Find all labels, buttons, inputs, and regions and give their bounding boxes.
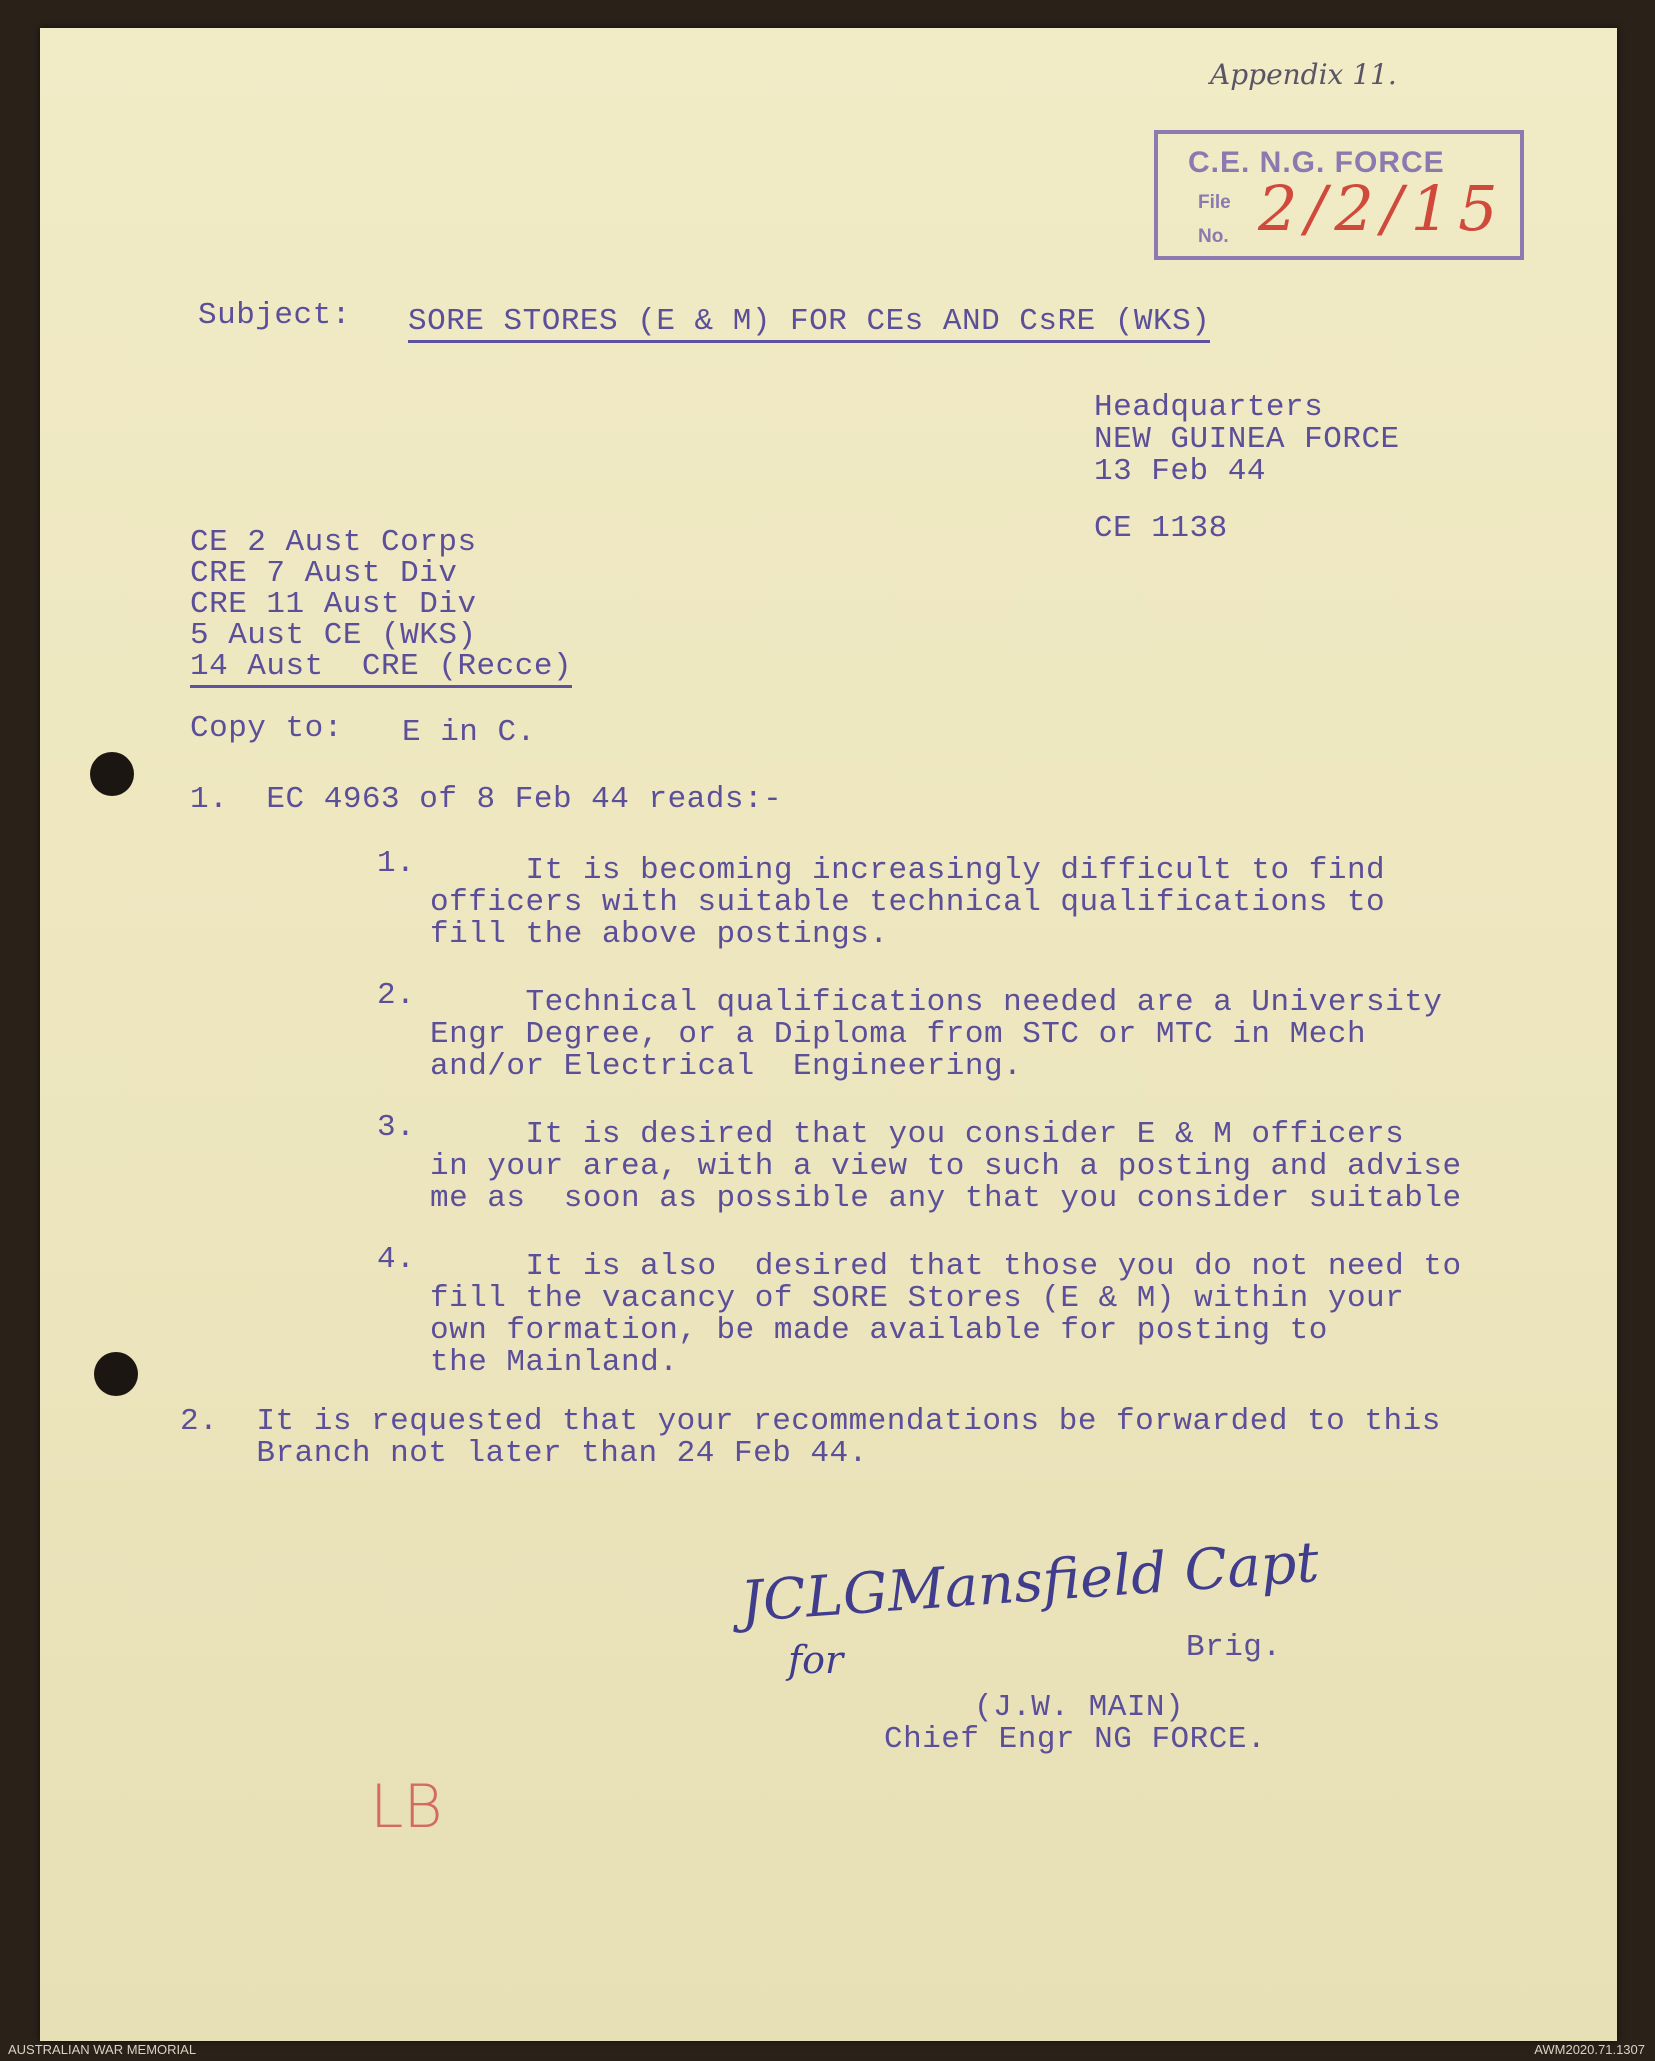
quoted-para-num: 3.	[377, 1110, 416, 1145]
subject-label: Subject:	[198, 298, 351, 333]
copy-to-label: Copy to:	[190, 711, 343, 746]
signature-title: Chief Engr NG FORCE.	[884, 1722, 1267, 1757]
quoted-line: own formation, be made available for posting to	[430, 1313, 1328, 1348]
paragraph-2: Branch not later than 24 Feb 44.	[180, 1436, 868, 1471]
addressee: CRE 7 Aust Div	[190, 556, 458, 591]
quoted-line: Technical qualifications needed are a University	[430, 985, 1443, 1020]
quoted-line: and/or Electrical Engineering.	[430, 1049, 1023, 1084]
quoted-line: It is desired that you consider E & M officers	[430, 1117, 1405, 1152]
quoted-line: It is becoming increasingly difficult to find	[430, 853, 1386, 888]
file-stamp	[1154, 130, 1524, 260]
header-ref: CE 1138	[1094, 511, 1228, 546]
footer-left: AUSTRALIAN WAR MEMORIAL	[8, 2042, 197, 2057]
subject-text: SORE STORES (E & M) FOR CEs AND CsRE (WKS)	[408, 304, 1210, 343]
signature: JCLGMansfield Capt	[738, 1529, 1321, 1636]
header-date: 13 Feb 44	[1094, 454, 1266, 489]
footer-right: AWM2020.71.1307	[1534, 2042, 1645, 2057]
quoted-line: Engr Degree, or a Diploma from STC or MTC in Mech	[430, 1017, 1367, 1052]
document-page	[40, 28, 1617, 2041]
addressee: 14 Aust CRE (Recce)	[190, 649, 572, 688]
signature-rank: Brig.	[1186, 1630, 1282, 1665]
paragraph-2: 2. It is requested that your recommendations be forwarded to this	[180, 1404, 1441, 1439]
signature-for: for	[788, 1638, 844, 1682]
quoted-para-num: 1.	[377, 846, 416, 881]
quoted-line: me as soon as possible any that you consider suitable	[430, 1181, 1462, 1216]
quoted-para-num: 2.	[377, 978, 416, 1013]
quoted-line: in your area, with a view to such a posting and advise	[430, 1149, 1462, 1184]
quoted-line: fill the above postings.	[430, 917, 889, 952]
quoted-line: the Mainland.	[430, 1345, 679, 1380]
copy-to-value: E in C.	[402, 715, 536, 750]
initials: LB	[370, 1772, 443, 1842]
quoted-para-num: 4.	[377, 1242, 416, 1277]
addressee: 5 Aust CE (WKS)	[190, 618, 477, 653]
addressee: CE 2 Aust Corps	[190, 525, 477, 560]
appendix-note: Appendix 11.	[1210, 58, 1397, 91]
stamp-no-label: No.	[1198, 226, 1229, 247]
paragraph-1: 1. EC 4963 of 8 Feb 44 reads:-	[190, 782, 783, 817]
quoted-line: fill the vacancy of SORE Stores (E & M) within your	[430, 1281, 1405, 1316]
addressee: CRE 11 Aust Div	[190, 587, 477, 622]
header-hq: Headquarters	[1094, 390, 1324, 425]
punch-hole	[90, 752, 134, 796]
quoted-line: officers with suitable technical qualifications to	[430, 885, 1386, 920]
header-force: NEW GUINEA FORCE	[1094, 422, 1400, 457]
punch-hole	[94, 1352, 138, 1396]
stamp-title: C.E. N.G. FORCE	[1188, 146, 1445, 179]
stamp-file-number: 2/2/15	[1258, 172, 1506, 245]
signature-name: (J.W. MAIN)	[974, 1690, 1185, 1725]
stamp-file-label: File	[1198, 192, 1231, 213]
quoted-line: It is also desired that those you do not need to	[430, 1249, 1462, 1284]
